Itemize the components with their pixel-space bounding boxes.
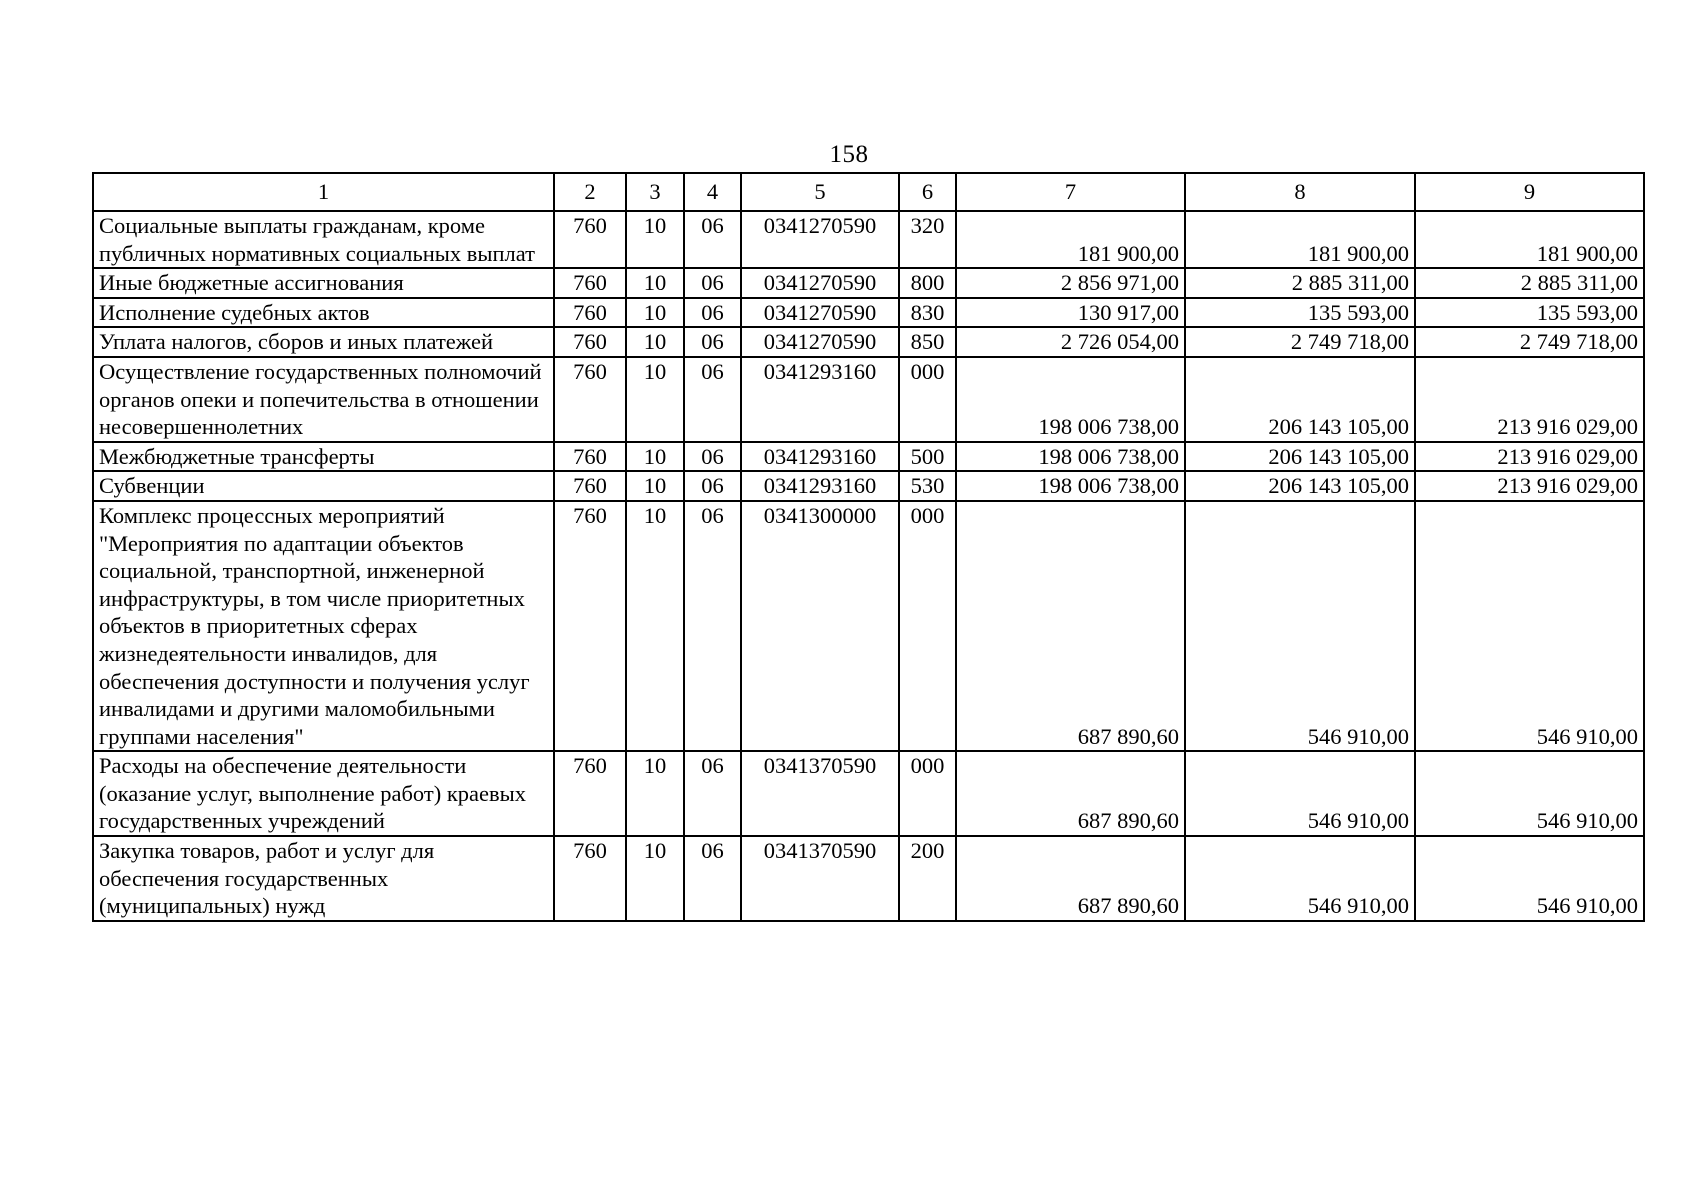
code-cell-4: 06 (684, 211, 741, 268)
sum-cell-8: 2 885 311,00 (1185, 268, 1415, 298)
sum-cell-7: 198 006 738,00 (956, 471, 1185, 501)
code-cell-4: 06 (684, 357, 741, 442)
sum-cell-7: 687 890,60 (956, 501, 1185, 751)
code-cell-2: 760 (554, 471, 626, 501)
code-cell-2: 760 (554, 501, 626, 751)
code-cell-6: 000 (899, 501, 956, 751)
code-cell-6: 850 (899, 327, 956, 357)
code-cell-2: 760 (554, 268, 626, 298)
code-cell-4: 06 (684, 471, 741, 501)
page-number: 158 (829, 141, 869, 168)
table-body (93, 173, 1644, 921)
budget-table (92, 172, 1645, 922)
sum-cell-8: 181 900,00 (1185, 211, 1415, 268)
row-name-cell: Субвенции (93, 471, 554, 501)
header-cell-1: 1 (93, 173, 554, 211)
code-cell-6: 830 (899, 298, 956, 328)
sum-cell-8: 2 749 718,00 (1185, 327, 1415, 357)
table-row (93, 357, 1644, 442)
sum-cell-8: 206 143 105,00 (1185, 471, 1415, 501)
row-name-cell: Межбюджетные трансферты (93, 442, 554, 472)
sum-cell-9: 546 910,00 (1415, 751, 1644, 836)
code-cell-3: 10 (626, 211, 684, 268)
sum-cell-9: 2 885 311,00 (1415, 268, 1644, 298)
code-cell-5: 0341370590 (741, 836, 899, 921)
code-cell-4: 06 (684, 268, 741, 298)
sum-cell-8: 546 910,00 (1185, 501, 1415, 751)
header-cell-3: 3 (626, 173, 684, 211)
header-cell-4: 4 (684, 173, 741, 211)
header-cell-6: 6 (899, 173, 956, 211)
code-cell-2: 760 (554, 298, 626, 328)
code-cell-5: 0341293160 (741, 471, 899, 501)
row-name-cell: Социальные выплаты гражданам, кроме публичных нормативных социальных выплат (93, 211, 554, 268)
table-row (93, 327, 1644, 357)
code-cell-4: 06 (684, 836, 741, 921)
sum-cell-7: 2 726 054,00 (956, 327, 1185, 357)
sum-cell-9: 213 916 029,00 (1415, 357, 1644, 442)
code-cell-3: 10 (626, 471, 684, 501)
table-row (93, 298, 1644, 328)
code-cell-4: 06 (684, 327, 741, 357)
code-cell-3: 10 (626, 751, 684, 836)
code-cell-4: 06 (684, 501, 741, 751)
code-cell-6: 320 (899, 211, 956, 268)
sum-cell-9: 213 916 029,00 (1415, 471, 1644, 501)
code-cell-5: 0341370590 (741, 751, 899, 836)
code-cell-3: 10 (626, 442, 684, 472)
code-cell-5: 0341270590 (741, 327, 899, 357)
code-cell-3: 10 (626, 836, 684, 921)
code-cell-3: 10 (626, 327, 684, 357)
code-cell-4: 06 (684, 442, 741, 472)
code-cell-6: 530 (899, 471, 956, 501)
code-cell-5: 0341270590 (741, 268, 899, 298)
sum-cell-9: 546 910,00 (1415, 836, 1644, 921)
header-cell-5: 5 (741, 173, 899, 211)
sum-cell-9: 546 910,00 (1415, 501, 1644, 751)
row-name-cell: Исполнение судебных актов (93, 298, 554, 328)
row-name-cell: Осуществление государственных полномочий органов опеки и попечительства в отношении несовершеннолетних (93, 357, 554, 442)
sum-cell-9: 213 916 029,00 (1415, 442, 1644, 472)
code-cell-3: 10 (626, 298, 684, 328)
row-name-cell: Комплекс процессных мероприятий "Мероприятия по адаптации объектов социальной, транспортной, инженерной инфраструктуры, в том числе приоритетных объектов в приоритетных сферах жизнедеятельности инвалидов, для обеспечения доступности и получения услуг инвалидами и другими маломобильными группами населения" (93, 501, 554, 751)
code-cell-2: 760 (554, 357, 626, 442)
table-row (93, 268, 1644, 298)
sum-cell-9: 2 749 718,00 (1415, 327, 1644, 357)
table-row (93, 442, 1644, 472)
code-cell-2: 760 (554, 836, 626, 921)
code-cell-5: 0341293160 (741, 357, 899, 442)
code-cell-6: 800 (899, 268, 956, 298)
sum-cell-7: 687 890,60 (956, 836, 1185, 921)
table-row (93, 836, 1644, 921)
sum-cell-8: 206 143 105,00 (1185, 357, 1415, 442)
code-cell-5: 0341270590 (741, 298, 899, 328)
code-cell-5: 0341300000 (741, 501, 899, 751)
code-cell-2: 760 (554, 211, 626, 268)
sum-cell-7: 181 900,00 (956, 211, 1185, 268)
table-row (93, 501, 1644, 751)
sum-cell-8: 546 910,00 (1185, 751, 1415, 836)
row-name-cell: Расходы на обеспечение деятельности (оказание услуг, выполнение работ) краевых государственных учреждений (93, 751, 554, 836)
sum-cell-8: 546 910,00 (1185, 836, 1415, 921)
code-cell-6: 000 (899, 751, 956, 836)
row-name-cell: Иные бюджетные ассигнования (93, 268, 554, 298)
header-cell-9: 9 (1415, 173, 1644, 211)
table-header-row (93, 173, 1644, 211)
sum-cell-7: 198 006 738,00 (956, 442, 1185, 472)
sum-cell-8: 206 143 105,00 (1185, 442, 1415, 472)
sum-cell-7: 2 856 971,00 (956, 268, 1185, 298)
code-cell-6: 200 (899, 836, 956, 921)
row-name-cell: Уплата налогов, сборов и иных платежей (93, 327, 554, 357)
code-cell-4: 06 (684, 298, 741, 328)
sum-cell-8: 135 593,00 (1185, 298, 1415, 328)
sum-cell-7: 198 006 738,00 (956, 357, 1185, 442)
sum-cell-7: 130 917,00 (956, 298, 1185, 328)
code-cell-5: 0341293160 (741, 442, 899, 472)
code-cell-4: 06 (684, 751, 741, 836)
row-name-cell: Закупка товаров, работ и услуг для обеспечения государственных (муниципальных) нужд (93, 836, 554, 921)
code-cell-3: 10 (626, 357, 684, 442)
table-row (93, 211, 1644, 268)
sum-cell-9: 181 900,00 (1415, 211, 1644, 268)
code-cell-2: 760 (554, 442, 626, 472)
code-cell-3: 10 (626, 268, 684, 298)
code-cell-2: 760 (554, 327, 626, 357)
table-row (93, 751, 1644, 836)
code-cell-2: 760 (554, 751, 626, 836)
header-cell-8: 8 (1185, 173, 1415, 211)
sum-cell-7: 687 890,60 (956, 751, 1185, 836)
header-cell-2: 2 (554, 173, 626, 211)
sum-cell-9: 135 593,00 (1415, 298, 1644, 328)
header-cell-7: 7 (956, 173, 1185, 211)
code-cell-6: 000 (899, 357, 956, 442)
code-cell-6: 500 (899, 442, 956, 472)
code-cell-3: 10 (626, 501, 684, 751)
table-row (93, 471, 1644, 501)
code-cell-5: 0341270590 (741, 211, 899, 268)
